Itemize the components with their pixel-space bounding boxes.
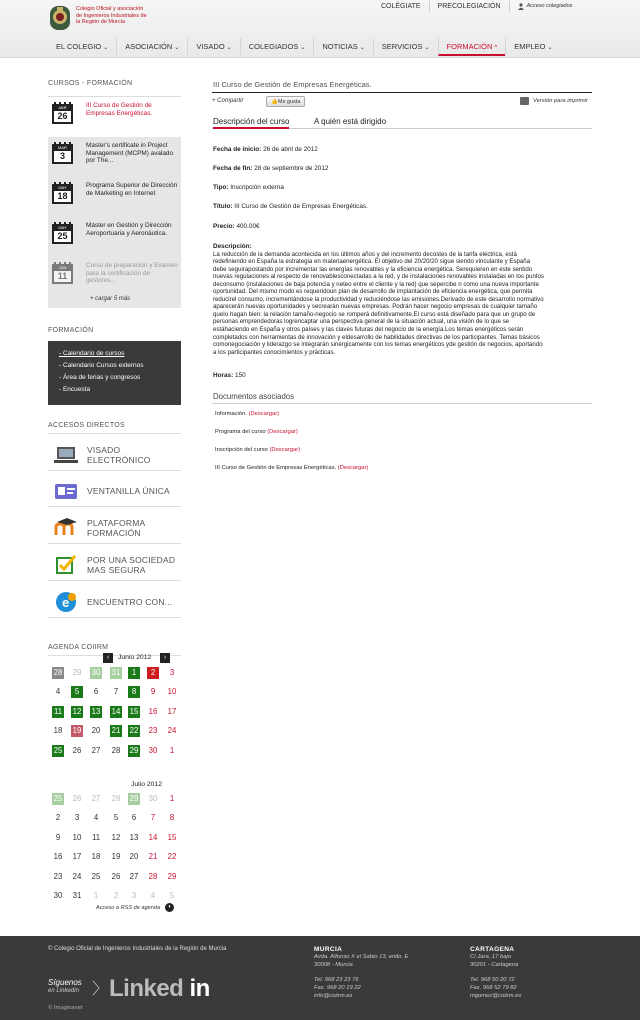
course-title: Máster en Gestión y Dirección Aeroportuaria y Aeronáutica. — [86, 222, 172, 237]
calendar-day[interactable]: 18 — [91, 852, 101, 862]
share-button[interactable]: + Compartir — [212, 98, 244, 104]
description-text — [213, 251, 591, 357]
main-nav — [48, 38, 561, 58]
calendar-day[interactable]: 24 — [72, 871, 82, 881]
description-line: aparecerán nuevas oportunidades y secrearán nuevas empresas. Podrán hacer negocio empresas de cualquier tamaño — [213, 303, 538, 311]
chevron-down-icon: ⌄ — [103, 45, 109, 51]
nav-noticias[interactable]: NOTICIAS ⌄ — [313, 38, 372, 56]
calendar-day[interactable]: 28 — [148, 871, 158, 881]
doc-item: III Curso de Gestión de Empresas Energéticas. (Descargar) — [215, 465, 369, 471]
calendar-day[interactable]: 6 — [131, 813, 137, 823]
calendar-day[interactable]: 25 — [91, 871, 101, 881]
like-button[interactable]: 👍Me gusta — [266, 96, 305, 107]
tab-a-quien[interactable]: A quién está dirigido — [314, 117, 387, 126]
description-line: redefiniendo en España la estrategia en materiaenergética. El objetivo del 20/20/20 sigue siendo vinculante y España — [213, 258, 531, 266]
course-title: Programa Superior de Dirección de Marketing en Internet — [86, 182, 178, 197]
calendar-day[interactable]: 14 — [148, 832, 158, 842]
calendar-day[interactable]: 10 — [72, 832, 82, 842]
calendar-day[interactable]: 11 — [53, 706, 63, 716]
calendar-day[interactable]: 8 — [169, 813, 175, 823]
moodle-icon — [53, 517, 79, 539]
course-item[interactable] — [48, 217, 181, 257]
field-horas: Horas: 150 — [213, 372, 246, 379]
course-title: Curso de preparación y Examen para la certificación de gestores... — [86, 262, 178, 285]
calendar-day[interactable]: 30 — [53, 891, 63, 900]
calendar-day[interactable]: 30 — [148, 794, 158, 803]
description-line: oportunidad. Del mismo modo es requeridoun plan de desarrollo de implantación de eficiencia energética, que permita — [213, 288, 533, 296]
field-fecha-fin: Fecha de fin: 28 de septiembre de 2012 — [213, 165, 329, 172]
calendar-day[interactable]: 17 — [167, 706, 177, 716]
calendar-day[interactable]: 28 — [111, 794, 121, 803]
courses-list — [48, 96, 181, 308]
course-item[interactable] — [48, 177, 181, 217]
calendar-icon: JUN 11 — [52, 262, 73, 284]
nav-el-colegio[interactable]: EL COLEGIO ⌄ — [56, 42, 109, 51]
course-item[interactable] — [48, 257, 181, 297]
docs-title: Documentos asociados — [213, 392, 295, 401]
email-link[interactable]: info@coiirm.es — [314, 992, 353, 999]
field-precio: Precio: 400.00€ — [213, 223, 260, 230]
site-footer — [0, 936, 640, 1020]
field-titulo: Título: III Curso de Gestión de Empresas Energéticas. — [213, 203, 368, 210]
field-tipo: Tipo: Inscripción externa — [213, 184, 284, 191]
description-line: La reducción de la demanda acontecida en los últimos años y del incremento decostes de la tarifa eléctrica, está — [213, 250, 517, 258]
calendar-day[interactable]: 5 — [169, 891, 175, 900]
course-item[interactable] — [48, 97, 181, 137]
calendar-day[interactable]: 7 — [150, 813, 156, 823]
calendar-day[interactable]: 28 — [53, 668, 63, 677]
calendar-day[interactable]: 3 — [131, 891, 137, 900]
nav-visado[interactable]: VISADO ⌄ — [187, 38, 239, 56]
doc-item: Programa del curso (Descargar) — [215, 429, 298, 435]
calendar-day[interactable]: 3 — [74, 813, 80, 823]
calendar-day[interactable]: 21 — [148, 852, 158, 862]
download-link[interactable]: (Descargar) — [337, 465, 369, 471]
thumbs-up-icon: 👍 — [271, 99, 278, 105]
description-line: nuevas regulaciones al respecto de renovablesconectadas a la red, y de instalaciones renovables instaladas en los puntos — [213, 273, 544, 281]
calendar-day[interactable]: 8 — [128, 686, 140, 698]
checkbox-icon — [53, 554, 79, 576]
calendar-day[interactable]: 20 — [91, 726, 101, 736]
calendar-day[interactable]: 22 — [167, 852, 177, 862]
nav-asociacion[interactable]: ASOCIACIÓN ⌄ — [116, 38, 187, 56]
chevron-down-icon: ⌄ — [547, 45, 553, 51]
description-line: a los participantes conocimientos y prácticas. — [213, 348, 336, 356]
id-card-icon — [53, 480, 79, 502]
copyright: © Colegio Oficial de Ingenieros Industriales de la Región de Murcia — [48, 946, 227, 952]
follow-linkedin[interactable]: Síguenos en LinkedIn — [48, 978, 82, 994]
calendar-day[interactable]: 1 — [169, 794, 175, 803]
description-line: comonegociación y liderazgo se integrarán sinérgicamente con los temas energéticos yde gestión de negocios, aportando — [213, 341, 543, 349]
page-title: III Curso de Gestión de Empresas Energéticas. — [213, 80, 372, 89]
chevron-right-icon: 〉 — [92, 981, 109, 998]
print-link[interactable]: Versión para imprimir — [520, 97, 588, 105]
email-link[interactable]: mgomez@coiirm.es — [470, 992, 522, 999]
agenda-title: AGENDA COIIRM — [48, 644, 109, 651]
calendario-cursos-link[interactable]: - Calendario de cursos — [59, 350, 125, 357]
encuesta-link[interactable]: - Encuesta — [59, 386, 91, 393]
calendar-day[interactable]: 5 — [71, 686, 83, 698]
formacion-menu — [48, 341, 181, 405]
calendar-day[interactable]: 4 — [150, 891, 156, 900]
ferias-congresos-link[interactable]: - Área de ferias y congresos — [59, 374, 141, 381]
calendar-day[interactable]: 6 — [93, 687, 99, 697]
calendar-day[interactable]: 26 — [72, 745, 82, 755]
calendar-day[interactable]: 1 — [93, 891, 99, 900]
courses-title: CURSOS - FORMACIÓN — [48, 80, 133, 87]
calendar-day[interactable]: 27 — [129, 871, 139, 881]
chevron-down-icon: ⌄ — [174, 45, 180, 51]
calendar-day[interactable]: 20 — [129, 852, 139, 862]
calendar-day[interactable]: 4 — [55, 687, 61, 697]
download-link[interactable]: (Descargar) — [248, 411, 280, 417]
rss-icon: ◗ — [165, 903, 174, 912]
month-label: Junio 2012 — [118, 654, 152, 661]
calendar-icon: MAY 18 — [52, 182, 73, 204]
nav-servicios[interactable]: SERVICIOS ⌄ — [373, 38, 438, 56]
nav-colegiados[interactable]: COLEGIADOS ⌄ — [240, 38, 314, 56]
acceso-ventanilla-unica[interactable]: VENTANILLA ÚNICA — [48, 476, 181, 507]
calendar-day[interactable]: 11 — [91, 832, 101, 842]
calendar-day[interactable]: 10 — [167, 687, 177, 697]
calendar-day[interactable]: 29 — [129, 745, 139, 755]
calendar-day[interactable]: 16 — [148, 706, 158, 716]
description-line: reducirel consumo, incrementándose la productividad y reduciéndose las emisiones.Derivado de este desarrollo normativo — [213, 295, 544, 303]
acceso-sociedad-segura[interactable]: POR UNA SOCIEDAD MAS SEGURA — [48, 550, 181, 581]
course-item[interactable] — [48, 137, 181, 177]
e-bubble-icon — [53, 591, 79, 613]
download-link[interactable]: (Descargar) — [269, 447, 301, 453]
calendar-day[interactable]: 28 — [111, 745, 121, 755]
calendar-day[interactable]: 9 — [150, 687, 156, 697]
calendar-day[interactable]: 9 — [55, 832, 61, 842]
chevron-up-icon: ^ — [494, 45, 498, 51]
calendar-day[interactable]: 29 — [167, 871, 177, 881]
calendar-day[interactable]: 19 — [111, 852, 121, 862]
chevron-down-icon: ⌄ — [226, 45, 232, 51]
calendar-day[interactable]: 23 — [148, 726, 158, 736]
calendar-day[interactable]: 27 — [91, 745, 101, 755]
calendar-day[interactable]: 15 — [129, 706, 139, 716]
acceso-visado-electronico[interactable]: VISADO ELECTRÓNICO — [48, 440, 181, 471]
rss-link[interactable]: Acceso a RSS de agenda ◗ — [96, 903, 174, 912]
footer-cartagena: CARTAGENA C/ Jara, 17 bajo 30201 - Cartagena Tel. 968 50 20 72 Fax. 968 52 79 82 mgomez@coiirm.es — [470, 946, 522, 999]
chevron-down-icon: ⌄ — [424, 45, 430, 51]
calendario-externos-link[interactable]: - Calendario Cursos externos — [59, 362, 144, 369]
svg-text:e: e — [62, 595, 70, 610]
calendar-day[interactable]: 29 — [72, 668, 82, 677]
calendar-day[interactable]: 13 — [129, 832, 139, 842]
description-line: debe seguirapostando por incrementar las energías renovables y la eficiencia energética. Serequieren en este sentido — [213, 265, 533, 273]
calendar-day[interactable]: 26 — [111, 871, 121, 881]
calendar-day[interactable]: 5 — [113, 813, 119, 823]
calendar-day[interactable]: 24 — [167, 726, 177, 736]
calendar-day[interactable]: 16 — [53, 852, 63, 862]
calendar-day[interactable]: 19 — [72, 726, 82, 736]
doc-item: Inscripción del curso (Descargar) — [215, 447, 301, 453]
linkedin-logo[interactable]: Linked in — [109, 975, 210, 1002]
course-title: III Curso de Gestión de Empresas Energéticas. — [86, 102, 153, 117]
calendar-day[interactable]: 31 — [111, 668, 121, 677]
site-header — [0, 0, 640, 58]
user-icon — [518, 3, 524, 10]
calendar-icon: MAR 3 — [52, 142, 73, 164]
footer-murcia: MURCIA Avda. Alfonso X el Sabio 13, entlo. E 30008 - Murcia Tel. 968 23 23 76 Fax. 968 20 19 22 info@coiirm.es — [314, 946, 409, 999]
acceso-colegiados-link[interactable]: Acceso colegiados — [509, 1, 581, 12]
doc-item: Información. (Descargar) — [215, 411, 280, 417]
calendar-day[interactable]: 18 — [53, 726, 63, 736]
calendar-day[interactable]: 2 — [147, 667, 159, 679]
month-label: Julio 2012 — [131, 781, 162, 788]
prev-month-button[interactable]: ‹ — [103, 653, 113, 663]
course-description: Descripción: La reducción de la demanda acontecida en los últimos años y del incremento decostes de la tarifa eléctrica, está redefiniendo en España la estrategia en materiaenergética. El objetivo del 20/20/20 sigue siendo vinculante y España debe seguirapostando por incrementar las energías renovables y la eficiencia energética. Serequieren en este sentido nuevas regulaciones al respecto de renovablesconectadas a la red, y de instalaciones renovables instaladas en los puntos deconsumo (instalaciones de baja potencia y neteo entre el cliente y la red) que sepercibe n como una nueva importante oportunidad. Del mismo modo es requeridoun plan de desarrollo de implantación de eficiencia energética, que permita reducirel consumo, incrementándose la productividad y reduciéndose las emisiones.Derivado de este desarrollo normativo aparecerán nuevas oportunidades y secrearán nuevas empresas. Podrán hacer negocio empresas de cualquier tamaño queIo hagan bien: la relación tamaño-negocio se romperá definitivamente.El curso está diseñado para que un grupo de personas emprendedoras logrencaptar una perspectiva general de la situación actual, una visión de lo que se estáhaciendo en España y otros países y las claves futuras del negocio de la energía.Los temas energéticos serán completados con herramientas de innovación y eldesarrollo de habilidades directivas de los participantes. Temas básicos comonegociación y liderazgo se integrarán sinérgicamente con los temas energéticos yde gestión de negocios, aportando a los participantes conocimientos y prácticas. — [213, 243, 591, 356]
calendar-day[interactable]: 12 — [72, 706, 82, 716]
calendar-day[interactable]: 1 — [128, 667, 140, 679]
calendar-day[interactable]: 14 — [111, 706, 121, 716]
calendar-day[interactable]: 1 — [169, 745, 175, 755]
nav-empleo[interactable]: EMPLEO ⌄ — [505, 38, 560, 56]
calendar-day[interactable]: 22 — [129, 726, 139, 736]
calendar-day[interactable]: 23 — [53, 871, 63, 881]
calendar-icon: MAY 25 — [52, 222, 73, 244]
course-title: Master's certificate in Project Management (MCPM) avalado por The... — [86, 142, 174, 165]
load-more-link[interactable]: + cargar 5 más — [90, 296, 131, 302]
calendar-day[interactable]: 12 — [111, 832, 121, 842]
description-line: queIo hagan bien: la relación tamaño-negocio se romperá definitivamente.El curso está diseñado para que un grupo de — [213, 310, 536, 318]
tab-descripcion[interactable]: Descripción del curso — [213, 117, 289, 129]
credit: © Imaginanet — [48, 1005, 83, 1011]
chevron-down-icon: ⌄ — [359, 45, 365, 51]
coat-of-arms-logo[interactable] — [49, 5, 71, 31]
calendar-day[interactable]: 30 — [91, 668, 101, 677]
top-links — [373, 0, 580, 13]
calendar-day[interactable]: 4 — [93, 813, 99, 823]
calendar-day[interactable]: 26 — [72, 794, 82, 803]
calendar-day[interactable]: 2 — [113, 891, 119, 900]
calendar-day[interactable]: 2 — [55, 813, 61, 823]
acceso-encuentro[interactable]: e ENCUENTRO CON... — [48, 587, 181, 618]
acceso-plataforma-formacion[interactable]: PLATAFORMA FORMACIÓN — [48, 513, 181, 544]
description-line: deconsumo (instalaciones de baja potencia y neteo entre el cliente y la red) que sepercibe n como una nueva importante — [213, 280, 539, 288]
description-line: estáhaciendo en España y otros países y las claves futuras del negocio de la energía.Los temas energéticos serán — [213, 326, 524, 334]
calendar-day[interactable]: 27 — [91, 794, 101, 803]
download-link[interactable]: (Descargar) — [267, 429, 298, 435]
next-month-button[interactable]: › — [160, 653, 170, 663]
calendar-day[interactable]: 31 — [72, 891, 82, 900]
calendar-day[interactable]: 29 — [129, 794, 139, 803]
description-line: personas emprendedoras logrencaptar una perspectiva general de la situación actual, una visión de lo que se — [213, 318, 510, 326]
calendar-day[interactable]: 25 — [53, 745, 63, 755]
chevron-down-icon: ⌄ — [300, 45, 306, 51]
colegiate-link[interactable]: COLÉGIATE — [381, 3, 421, 10]
formacion-title: FORMACIÓN — [48, 327, 94, 334]
org-name[interactable]: Colegio Oficial y asociación de Ingenieros Industriales de la Región de Murcia — [76, 6, 147, 26]
calendar-day[interactable]: 17 — [72, 852, 82, 862]
printer-icon — [520, 97, 529, 105]
nav-formacion[interactable]: FORMACIÓN ^ — [438, 38, 506, 56]
calendar-day[interactable]: 25 — [53, 794, 63, 803]
calendar-day[interactable]: 15 — [167, 832, 177, 842]
calendar-day[interactable]: 30 — [148, 745, 158, 755]
course-tabs — [212, 110, 592, 129]
accesos-title: ACCESOS DIRECTOS — [48, 422, 126, 429]
calendar-day[interactable]: 13 — [91, 706, 101, 716]
calendar-icon: ABR 26 — [52, 102, 73, 124]
calendar-day[interactable]: 7 — [113, 687, 119, 697]
calendar-day[interactable]: 3 — [169, 668, 175, 677]
description-line: completados con herramientas de innovación y eldesarrollo de habilidades directivas de los participantes. Temas básicos — [213, 333, 540, 341]
field-fecha-inicio: Fecha de inicio: 26 de abril de 2012 — [213, 146, 318, 153]
calendar-day[interactable]: 21 — [111, 726, 121, 736]
laptop-icon — [53, 444, 79, 466]
precolegiacion-link[interactable]: PRECOLEGIACIÓN — [429, 1, 509, 12]
